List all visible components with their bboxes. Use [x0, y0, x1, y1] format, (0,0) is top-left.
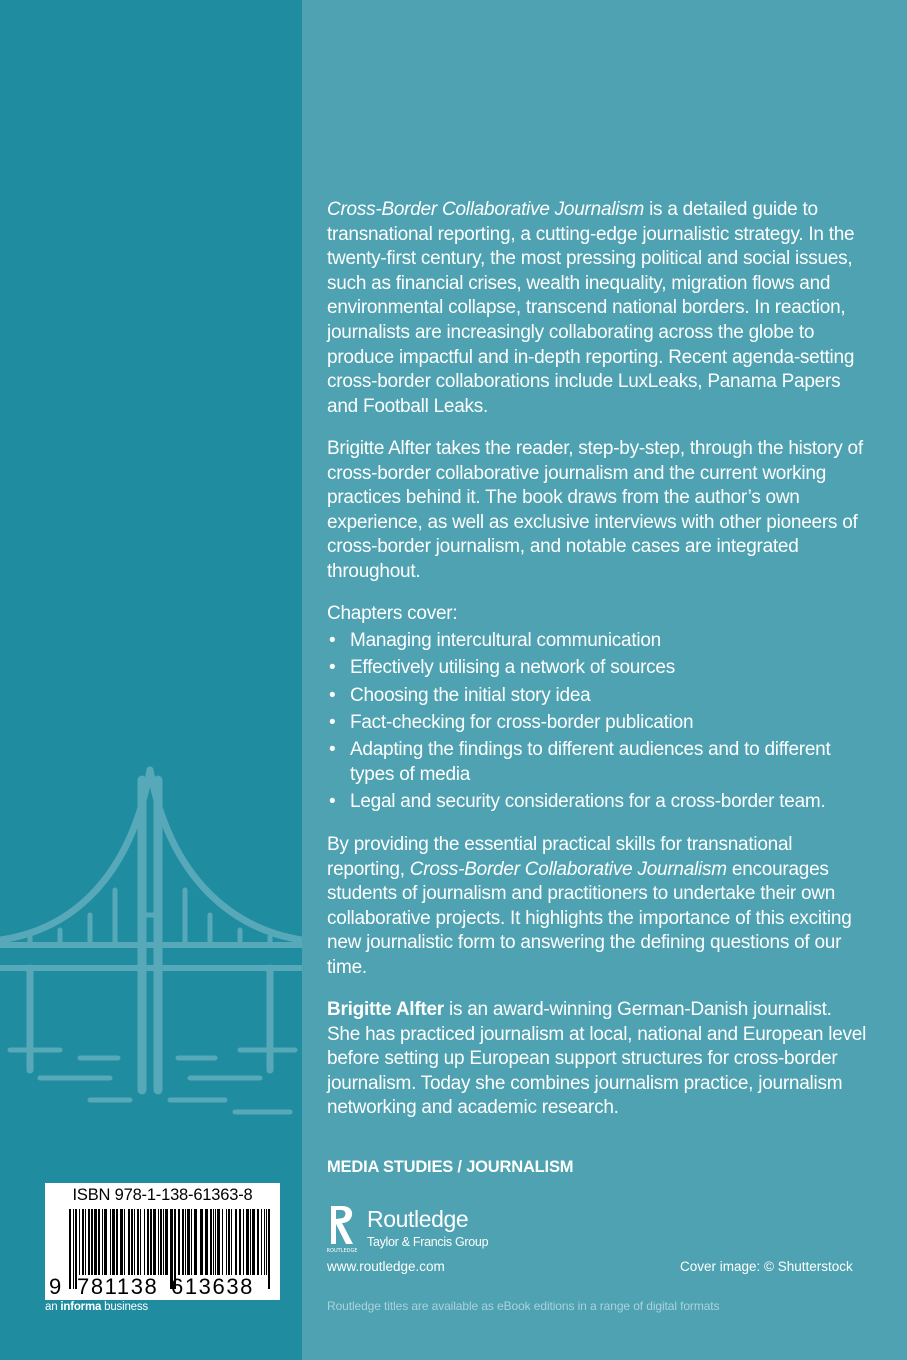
author-name: Brigitte Alfter	[327, 999, 444, 1020]
informa-suffix: business	[101, 1301, 148, 1313]
bullet-icon: •	[329, 684, 336, 706]
informa-prefix: an	[45, 1301, 61, 1313]
left-color-strip	[0, 0, 302, 1360]
chapter-item: • Managing intercultural communication	[327, 629, 867, 654]
chapter-item: • Fact-checking for cross-border publication	[327, 711, 867, 736]
barcode-digit-lead: 9	[49, 1274, 62, 1299]
bridge-illustration	[0, 740, 302, 1140]
para1-text: is a detailed guide to transnational reporting, a cutting-edge journalistic strategy. In the twenty-first century, the most pressing political and social issues, such as financial crises, wealth inequality, migration flows and environmental collapse, transcend national borders. In reaction, journalists are increasingly collaborating across the globe to produce impactful and in-depth reporting. Recent agenda-setting cross-border collaborations include LuxLeaks, Panama Papers and Football Leaks.	[327, 199, 855, 417]
publisher-name: Routledge	[367, 1206, 469, 1232]
chapters-heading: Chapters cover:	[327, 603, 458, 624]
chapter-item: • Adapting the findings to different audiences and to different types of media	[329, 739, 831, 785]
routledge-logo-text: ROUTLEDGE	[327, 1248, 357, 1254]
bullet-icon: •	[329, 739, 336, 761]
informa-brand: informa	[60, 1301, 102, 1313]
bullet-icon: •	[329, 657, 336, 679]
isbn-barcode	[45, 1183, 280, 1300]
isbn-label: ISBN 978-1-138-61363-8	[72, 1186, 253, 1204]
chapter-item: • Effectively utilising a network of sources	[327, 656, 867, 681]
author-bio: Brigitte Alfter is an award-winning German-Danish journalist. She has practiced journalism at local, national and European level before setting up European support structures for cross-border journalism. Today she combines journalism practice, journalism networking and academic research.	[327, 999, 867, 1119]
subject-category: MEDIA STUDIES / JOURNALISM	[327, 1158, 574, 1176]
chapter-list	[327, 629, 867, 817]
bullet-icon: •	[329, 711, 336, 733]
barcode-digits-left: 781138	[77, 1274, 159, 1299]
informa-business-line	[45, 1301, 148, 1313]
cover-image-credit: Cover image: © Shutterstock	[680, 1259, 853, 1274]
book-title-italic: Cross-Border Collaborative Journalism	[327, 199, 645, 220]
book-title-italic: Cross-Border Collaborative Journalism	[409, 858, 727, 880]
description-paragraph-1	[327, 198, 867, 419]
publisher-group: Taylor & Francis Group	[367, 1235, 489, 1249]
publisher-website: www.routledge.com	[327, 1259, 445, 1274]
publisher-logo-block	[327, 1204, 527, 1256]
bullet-icon: •	[329, 791, 336, 812]
ebook-availability-note: Routledge titles are available as eBook editions in a range of digital formats	[327, 1299, 720, 1313]
barcode-digits	[45, 1275, 280, 1299]
bullet-icon: •	[329, 630, 336, 651]
description-paragraph-3: By providing the essential practical skills for transnational reporting, Cross-Border Collaborative Journalism encourages students of journalism and practitioners to undertake their own collaborative projects. It highlights the importance of this exciting new journalistic form to answering the defining questions of our time.	[327, 834, 852, 978]
chapter-item: • Legal and security considerations for a cross-border team.	[327, 790, 867, 815]
description-paragraph-2: Brigitte Alfter takes the reader, step-by-step, through the history of cross-border collaborative journalism and the current working practices behind it. The book draws from the author’s own experience, as well as exclusive interviews with other pioneers of cross-border journalism, and notable cases are integrated throughout.	[327, 438, 863, 582]
chapter-item: • Choosing the initial story idea	[327, 684, 867, 709]
barcode-digits-right: 613638	[171, 1274, 255, 1299]
routledge-logo-icon	[327, 1204, 357, 1254]
